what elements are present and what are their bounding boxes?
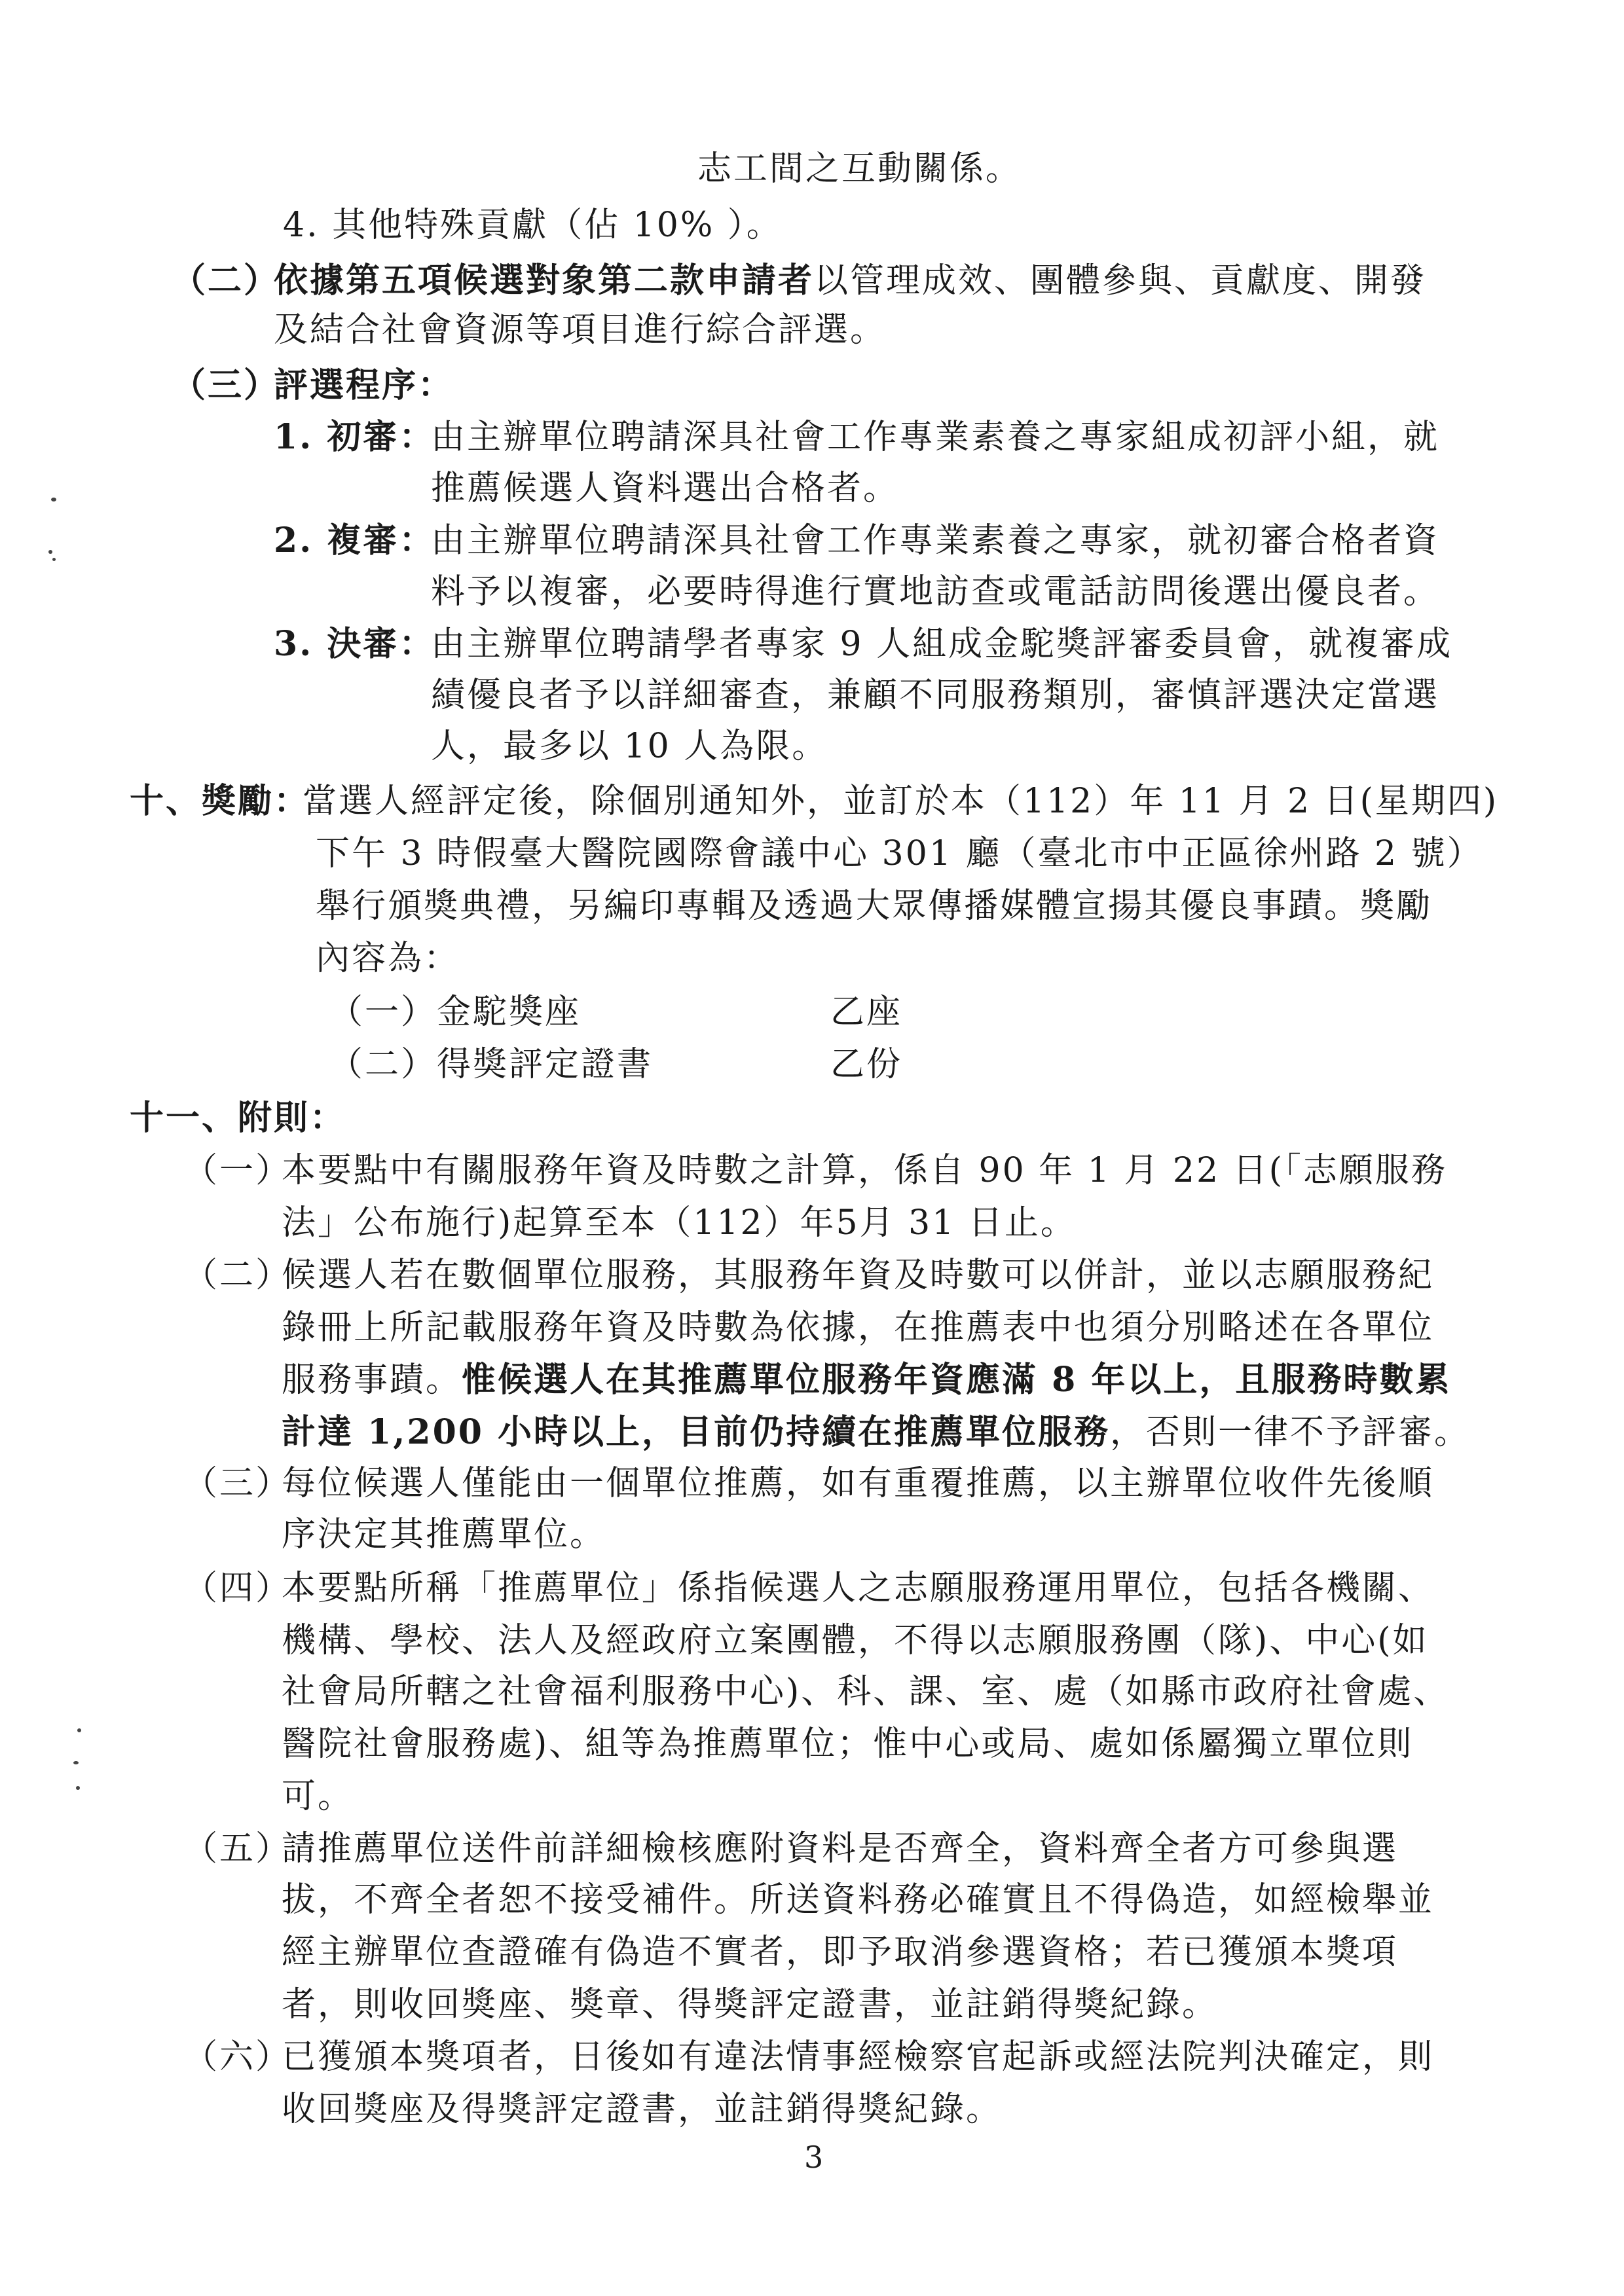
item-4-label: （四） [183, 1569, 292, 1608]
section-10-line-3: 舉行頒獎典禮，另編印專輯及透過大眾傳播媒體宣揚其優良事蹟。獎勵 [316, 886, 1433, 926]
section-11-label: 十一、附則： [130, 1098, 346, 1138]
continued-line: 志工間之互動關係。 [697, 149, 1022, 189]
scan-speck [48, 550, 52, 554]
section-10-line-4: 內容為： [316, 939, 460, 978]
item-2-label: （二） [183, 1256, 292, 1295]
award-item: （一）金駝獎座 [329, 993, 581, 1032]
item-3-line-1: 每位候選人僅能由一個單位推薦，如有重覆推薦，以主辦單位收件先後順 [282, 1464, 1435, 1503]
section-3-label: （三） [172, 365, 280, 405]
item-2-line-3 [282, 1360, 1452, 1400]
scan-speck [51, 498, 56, 501]
step-1-line-2: 推薦候選人資料選出合格者。 [431, 469, 900, 508]
item-6-line-1: 已獲頒本獎項者，日後如有違法情事經檢察官起訴或經法院判決確定，則 [282, 2037, 1435, 2077]
item-6-line-2: 收回獎座及得獎評定證書，並註銷得獎紀錄。 [282, 2090, 1003, 2129]
section-2-line-2: 及結合社會資源等項目進行綜合評選。 [274, 310, 887, 350]
step-3-label: 3. 決審： [274, 624, 435, 664]
scan-speck [76, 1786, 80, 1790]
scan-speck [77, 1728, 81, 1732]
item-4-line-4: 醫院社會服務處)、組等為推薦單位；惟中心或局、處如係屬獨立單位則 [282, 1724, 1414, 1764]
item-1-line-2: 法」公布施行)起算至本（112）年5月 31 日止。 [282, 1203, 1077, 1243]
item-5-line-4: 者，則收回獎座、獎章、得獎評定證書，並註銷得獎紀錄。 [282, 1985, 1219, 2024]
item-5-line-1: 請推薦單位送件前詳細檢核應附資料是否齊全，資料齊全者方可參與選 [282, 1829, 1399, 1868]
item-4-line-2: 機構、學校、法人及經政府立案團體，不得以志願服務團（隊)、中心(如 [282, 1621, 1429, 1660]
item-5-line-3: 經主辦單位查證確有偽造不實者，即予取消參選資格；若已獲頒本獎項 [282, 1933, 1399, 1972]
page-number: 3 [804, 2140, 826, 2175]
item-5-line-2: 拔，不齊全者恕不接受補件。所送資料務必確實且不得偽造，如經檢舉並 [282, 1880, 1435, 1920]
item-3-line-2: 序決定其推薦單位。 [282, 1515, 606, 1554]
section-2-line-1 [274, 261, 1427, 301]
section-3-title: 評選程序： [274, 365, 454, 405]
step-1-line-1: 由主辦單位聘請深具社會工作專業素養之專家組成初評小組，就 [431, 418, 1440, 457]
scan-speck [73, 1761, 79, 1764]
item-2-line-4 [282, 1412, 1471, 1452]
item-2-bold: 惟候選人在其推薦單位服務年資應滿 8 年以上，且服務時數累 [462, 1360, 1452, 1400]
item-5-label: （五） [183, 1829, 292, 1868]
step-3-line-3: 人，最多以 10 人為限。 [431, 727, 828, 766]
item-4-line-1: 本要點所稱「推薦單位」係指候選人之志願服務運用單位，包括各機關、 [282, 1569, 1435, 1608]
item-1-label: （一） [183, 1151, 292, 1190]
section-2-label: （二） [172, 261, 280, 301]
item-2-line-1: 候選人若在數個單位服務，其服務年資及時數可以併計，並以志願服務紀 [282, 1256, 1435, 1295]
section-2-text: 以管理成效、團體參與、貢獻度、開發 [814, 261, 1427, 301]
step-2-label: 2. 複審： [274, 520, 435, 560]
item-2-plain: ，否則一律不予評審。 [1110, 1413, 1471, 1452]
award-item: （二）得獎評定證書 [329, 1045, 654, 1084]
step-3-line-1: 由主辦單位聘請學者專家 9 人組成金駝獎評審委員會，就複審成 [431, 625, 1453, 664]
award-qty: 乙座 [830, 993, 903, 1032]
item-2-bold: 計達 1,200 小時以上，目前仍持續在推薦單位服務 [282, 1412, 1111, 1452]
step-2-line-1: 由主辦單位聘請深具社會工作專業素養之專家，就初審合格者資 [431, 521, 1440, 560]
criterion-4: 4. 其他特殊貢獻（佔 10% ）。 [283, 206, 783, 245]
item-6-label: （六） [183, 2037, 292, 2077]
award-qty: 乙份 [830, 1045, 903, 1084]
item-1-line-1: 本要點中有關服務年資及時數之計算，係自 90 年 1 月 22 日(「志願服務 [282, 1151, 1447, 1190]
section-10-line-2: 下午 3 時假臺大醫院國際會議中心 301 廳（臺北市中正區徐州路 2 號） [316, 834, 1483, 873]
section-10-label: 十、獎勵： [130, 781, 310, 821]
item-2-line-2: 錄冊上所記載服務年資及時數為依據，在推薦表中也須分別略述在各單位 [282, 1308, 1435, 1347]
item-4-line-5: 可。 [282, 1777, 354, 1816]
step-2-line-2: 料予以複審，必要時得進行實地訪查或電話訪問後選出優良者。 [431, 572, 1440, 611]
section-10-line-1: 當選人經評定後，除個別通知外，並訂於本（112）年 11 月 2 日(星期四) [303, 782, 1499, 821]
item-2-plain: 服務事蹟。 [282, 1360, 462, 1400]
step-3-line-2: 績優良者予以詳細審查，兼顧不同服務類別，審慎評選決定當選 [431, 676, 1440, 715]
step-1-label: 1. 初審： [274, 417, 435, 457]
item-4-line-3: 社會局所轄之社會福利服務中心)、科、課、室、處（如縣市政府社會處、 [282, 1672, 1450, 1711]
item-3-label: （三） [183, 1464, 292, 1503]
section-2-bold: 依據第五項候選對象第二款申請者 [274, 261, 815, 301]
scan-speck [52, 558, 56, 561]
